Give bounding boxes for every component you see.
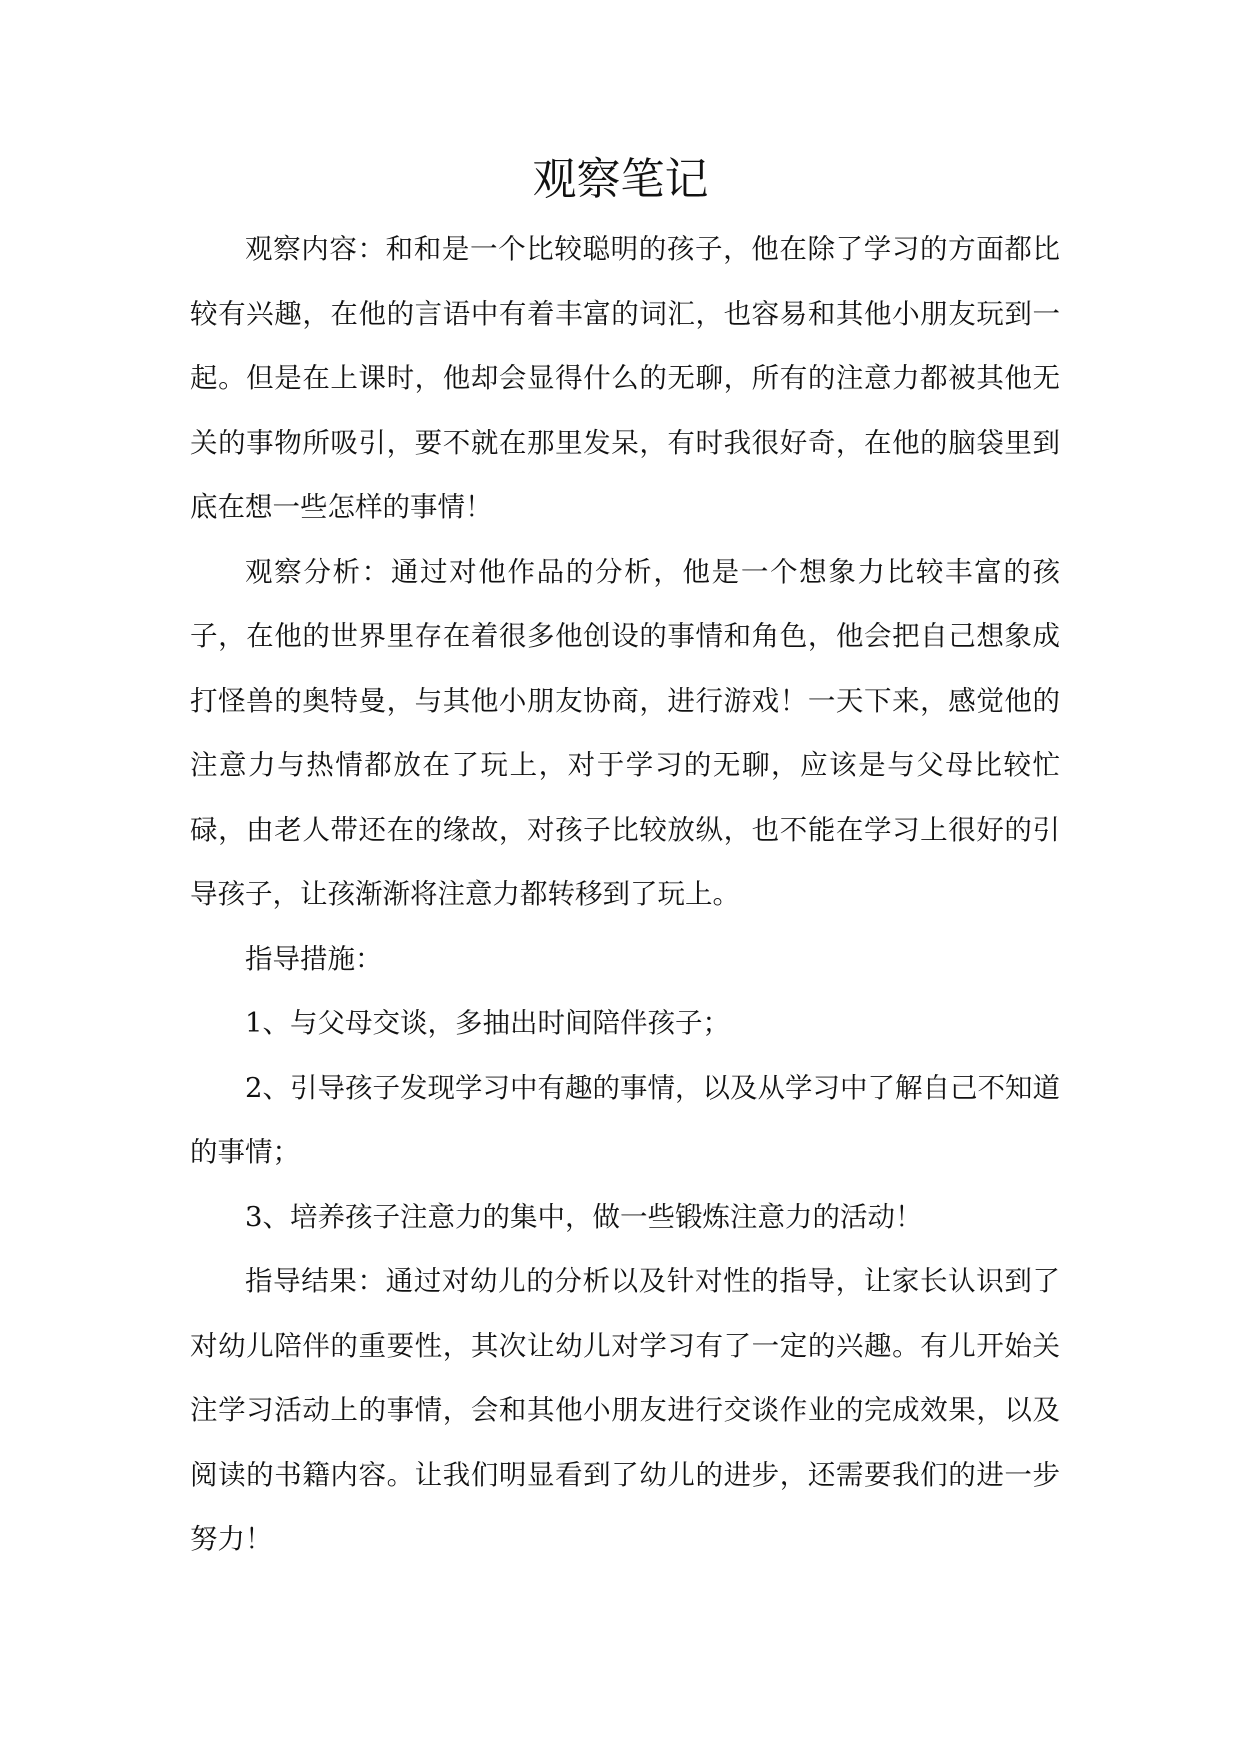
paragraph-guidance-item-1: 1、与父母交谈，多抽出时间陪伴孩子；	[245, 1007, 730, 1039]
paragraph-guidance-result: 指导结果：通过对幼儿的分析以及针对性的指导，让家长认识到了对幼儿陪伴的重要性，其次让幼儿对学习有了一定的兴趣。有儿开始关注学习活动上的事情，会和其他小朋友进行交谈作业的完成效果，以及阅读的书籍内容。让我们明显看到了幼儿的进步，还需要我们的进一步努力！	[190, 1265, 1060, 1555]
paragraph-guidance-heading: 指导措施：	[245, 942, 383, 975]
paragraph-observation-analysis: 观察分析：通过对他作品的分析，他是一个想象力比较丰富的孩子，在他的世界里存在着很多他创设的事情和角色，他会把自己想象成打怪兽的奥特曼，与其他小朋友协商，进行游戏！一天下来，感觉他的注意力与热情都放在了玩上，对于学习的无聊，应该是与父母比较忙碌，由老人带还在的缘故，对孩子比较放纵，也不能在学习上很好的引导孩子，让孩渐渐将注意力都转移到了玩上。	[190, 555, 1060, 910]
document-title: 观察笔记	[532, 154, 709, 205]
paragraph-guidance-item-3: 3、培养孩子注意力的集中，做一些锻炼注意力的活动！	[245, 1200, 923, 1233]
paragraph-observation-content: 观察内容：和和是一个比较聪明的孩子，他在除了学习的方面都比较有兴趣，在他的言语中有着丰富的词汇，也容易和其他小朋友玩到一起。但是在上课时，他却会显得什么的无聊，所有的注意力都被其他无关的事物所吸引，要不就在那里发呆，有时我很好奇，在他的脑袋里到底在想一些怎样的事情！	[190, 233, 1060, 523]
paragraph-guidance-item-2: 2、引导孩子发现学习中有趣的事情，以及从学习中了解自己不知道的事情；	[190, 1071, 1060, 1168]
document-body	[190, 217, 1060, 1572]
